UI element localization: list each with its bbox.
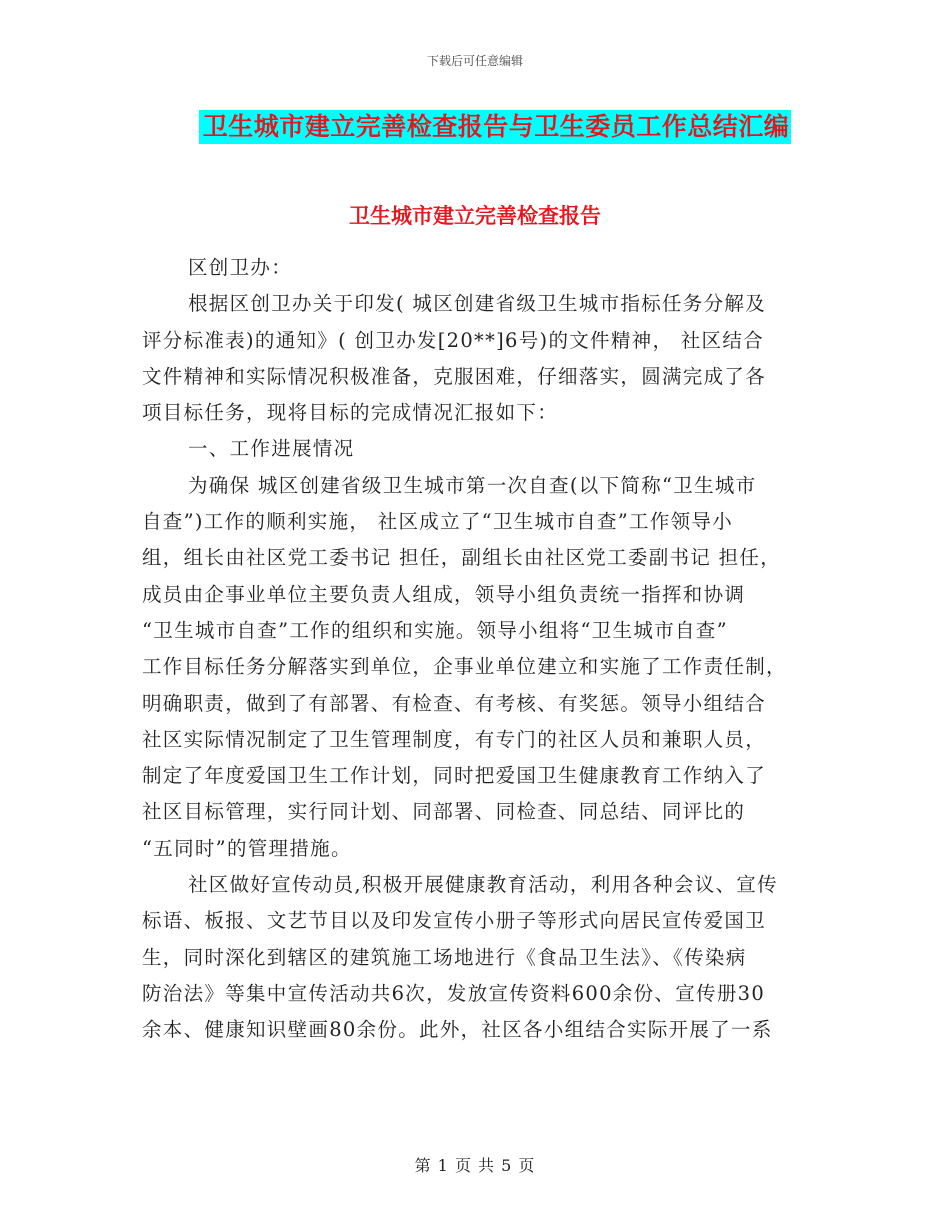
page-footer: 第 1 页 共 5 页: [414, 1156, 536, 1175]
body-line: “五同时”的管理措施。: [142, 836, 352, 860]
sub-title: 卫生城市建立完善检查报告: [349, 204, 601, 228]
main-title: 卫生城市建立完善检查报告与卫生委员工作总结汇编: [199, 110, 792, 144]
body-line: 工作目标任务分解落实到单位，企事业单位建立和实施了工作责任制，: [142, 655, 787, 679]
body-line: 社区目标管理，实行同计划、同部署、同检查、同总结、同评比的: [142, 800, 746, 824]
body-line: 社区实际情况制定了卫生管理制度，有专门的社区人员和兼职人员，: [142, 727, 767, 751]
body-line: 一、工作进展情况: [188, 437, 355, 461]
body-line: 成员由企事业单位主要负责人组成，领导小组负责统一指挥和协调: [142, 582, 746, 606]
body-line: 生，同时深化到辖区的建筑施工场地进行《食品卫生法》、《传染病: [142, 945, 747, 969]
body-line: 自查”)工作的顺利实施， 社区成立了“卫生城市自查”工作领导小: [142, 510, 734, 534]
document-body: [142, 250, 814, 1049]
body-line: 明确职责，做到了有部署、有检查、有考核、有奖惩。领导小组结合: [142, 691, 767, 715]
body-line: 文件精神和实际情况积极准备，克服困难，仔细落实，圆满完成了各: [142, 364, 767, 388]
body-line: 区创卫办：: [188, 256, 293, 279]
header-note: 下载后可任意编辑: [426, 54, 523, 68]
body-line: 标语、板报、文艺节目以及印发宣传小册子等形式向居民宣传爱国卫: [142, 909, 767, 933]
body-line: 防治法》等集中宣传活动共6次，发放宣传资料600余份、宣传册30: [142, 981, 766, 1005]
main-title-container: [0, 110, 950, 144]
body-line: 根据区创卫办关于印发( 城区创建省级卫生城市指标任务分解及: [188, 292, 767, 316]
body-line: 社区做好宣传动员,积极开展健康教育活动，利用各种会议、宣传: [188, 873, 778, 897]
body-line: 组，组长由社区党工委书记 担任，副组长由社区党工委副书记 担任，: [142, 546, 781, 570]
body-line: 余本、健康知识壁画80余份。此外，社区各小组结合实际开展了一系: [142, 1018, 773, 1042]
body-line: 制定了年度爱国卫生工作计划，同时把爱国卫生健康教育工作纳入了: [142, 764, 767, 788]
body-line: 为确保 城区创建省级卫生城市第一次自查(以下简称“卫生城市: [188, 473, 757, 497]
body-line: 项目标任务，现将目标的完成情况汇报如下：: [142, 401, 559, 425]
body-line: 评分标准表)的通知》( 创卫办发[20**]6号)的文件精神， 社区结合: [142, 328, 764, 352]
body-line: “卫生城市自查”工作的组织和实施。领导小组将“卫生城市自查”: [142, 618, 728, 642]
